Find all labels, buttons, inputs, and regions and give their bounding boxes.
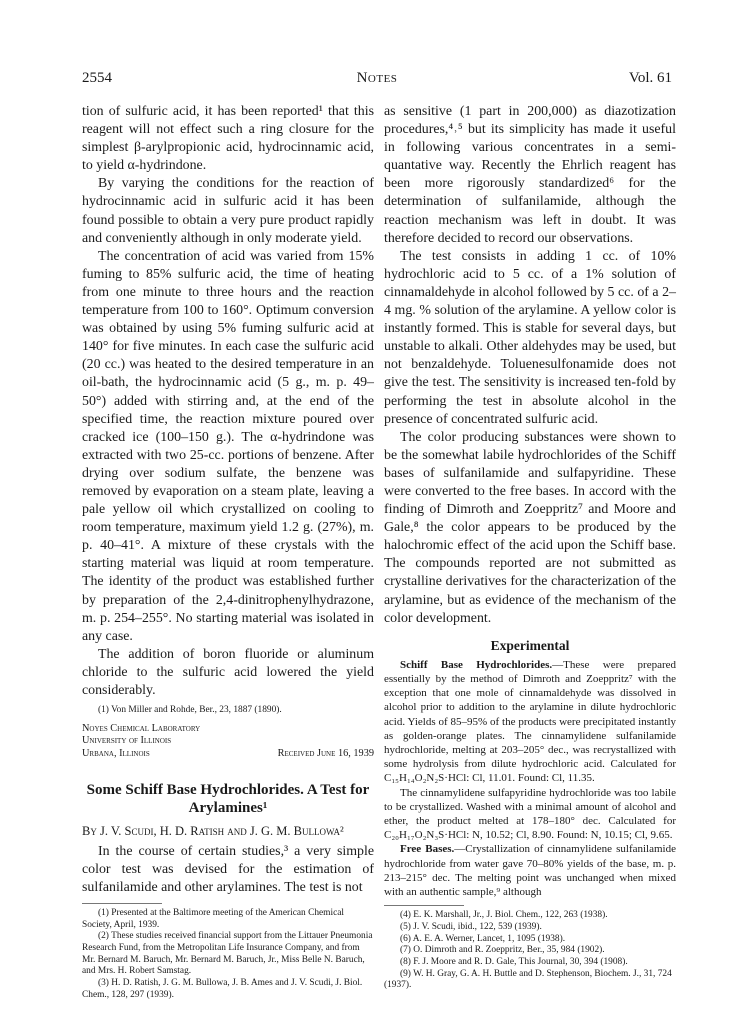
footnote: (2) These studies received financial support from the Littauer Pneumonia Research Fund, from the Metropolitan Life Insurance Company, and from Mr. Bernard M. Baruch, Mr. Bernard M. Baruch, Jr., Miss Belle N. Baruch, and Mrs. H. Robert Samstag. <box>82 931 373 977</box>
byline: By J. V. Scudi, H. D. Ratish and J. G. M. Bullowa² <box>82 823 344 838</box>
paragraph: The addition of boron fluoride or aluminum chloride to the sulfuric acid lowered the yield considerably. <box>82 646 374 698</box>
paragraph: The color producing substances were shown to be the somewhat labile hydrochlorides of the Schiff bases of sulfanilamide and sulfapyridine. These were converted to the free bases. In accord with the finding of Dimroth and Zoeppritz⁷ and Moore and Gale,⁸ the color appears to be produced by the halochromic effect of the acid upon the Schiff base. The compounds reported are not submitted as crystalline derivatives for the characterization of the arylamine, but as evidence of the mechanism of the color development. <box>384 429 676 626</box>
paragraph: The concentration of acid was varied from 15% fuming to 85% sulfuric acid, the time of heating from one minute to three hours and the reaction temperature from 100 to 160°. Optimum conversion was obtained by using 5% fuming sulfuric acid at 140° for five minutes. In each case the sulfuric acid (20 cc.) was heated to the desired temperature in an oil-bath, the hydrocinnamic acid (5 g., m. p. 49–50°) added with stirring and, at the end of the specified time, the reaction mixture poured over cracked ice (100–150 g.). The α-hydrindone was extracted with two 25-cc. portions of benzene. After drying over sodium sulfate, the benzene was removed by evaporation on a steam plate, leaving a pale yellow oil which crystallized on cooling to room temperature, maximum yield 1.2 g. (27%), m. p. 40–41°. A mixture of these crystals with the starting material was liquid at room temperature. The identity of the product was established further by preparation of the 2,4-dinitrophenylhydrazone, m. p. 254–255°. No starting material was isolated in any case. <box>82 248 374 644</box>
left-column <box>82 103 374 1001</box>
footnote: (7) O. Dimroth and R. Zoeppritz, Ber., 35, 984 (1902). <box>400 945 605 956</box>
footnotes <box>82 705 374 717</box>
footnote: (6) A. E. A. Werner, Lancet, 1, 1095 (1938). <box>400 933 566 944</box>
run-in-heading: Free Bases. <box>400 843 455 856</box>
footnote: (9) W. H. Gray, G. A. H. Buttle and D. Stephenson, Biochem. J., 31, 724 (1937). <box>384 968 672 991</box>
footnote-rule <box>82 903 162 904</box>
paragraph: By varying the conditions for the reaction of hydrocinnamic acid in sulfuric acid it has been found possible to obtain a very pure product rapidly and conveniently although in only moderate yield. <box>82 176 374 246</box>
author-address <box>82 723 374 761</box>
address-line: University of Illinois <box>82 735 172 747</box>
article-title: Some Schiff Base Hydrochlorides. A Test for Arylamines¹ <box>86 781 370 816</box>
paragraph: In the course of certain studies,³ a very simple color test was devised for the estimation of sulfanilamide and other arylamines. The test is not <box>82 843 374 895</box>
running-title: Notes <box>356 70 398 86</box>
footnote: (1) Von Miller and Rohde, Ber., 23, 1887 (1890). <box>98 705 282 716</box>
address-line: Urbana, Illinois <box>82 747 150 759</box>
paragraph: as sensitive (1 part in 200,000) as diazotization procedures,⁴˒⁵ but its simplicity has made it useful in following various concentrates in a semi-quantative way. Recently the Ehrlich reagent has been more rigorously standardized⁶ for the determination of sulfanilamide, although the reaction mechanism was left in doubt. It was therefore decided to record our observations. <box>384 104 676 246</box>
received-date: Received June 16, 1939 <box>277 747 374 759</box>
footnote: (3) H. D. Ratish, J. G. M. Bullowa, J. B. Ames and J. V. Scudi, J. Biol. Chem., 128, 297 (1939). <box>82 978 363 1000</box>
run-in-heading: Schiff Base Hydrochlorides. <box>400 658 553 671</box>
footnote: (1) Presented at the Baltimore meeting of the American Chemical Society, April, 1939. <box>82 907 345 930</box>
footnote: (8) F. J. Moore and R. D. Gale, This Journal, 30, 394 (1908). <box>400 956 628 967</box>
right-column <box>384 103 676 992</box>
page-header <box>82 70 672 90</box>
footnotes <box>82 903 374 1002</box>
paragraph: The test consists in adding 1 cc. of 10% hydrochloric acid to 5 cc. of a 1% solution of cinnamaldehyde in alcohol followed by 5 cc. of a 2–4 mg. % solution of the arylamine. A yellow color is instantly formed. This is stable for several days, but unstable to alkali. Other aldehydes may be used, but not benzaldehyde. Toluenesulfonamide does not give the test. The sensitivity is increased ten-fold by performing the test in absolute alcohol in the presence of concentrated sulfuric acid. <box>384 248 676 427</box>
paragraph: Schiff Base Hydrochlorides.—These were prepared essentially by the method of Dimroth and Zoeppritz⁷ with the exception that one mole of cinnamaldehyde was dissolved in alcohol prior to addition to the arylamine in dilute hydrochloric acid. Yields of 85–95% of the products were precipitated instantly as golden-orange plates. The cinnamylidene sulfanilamide hydrochloride, melting at 203–205° dec., was recrystallized with some hydrolysis from dilute hydrochloric acid. Calculated for C₁₅H₁₄O₂N₂S·HCl: Cl, 11.01. Found: Cl, 11.35. <box>384 658 676 785</box>
paragraph: The cinnamylidene sulfapyridine hydrochloride was too labile to be crystallized. Washed with a minimal amount of alcohol and ether, the product melted at 178–180° dec. Calculated for C₂₀H₁₇O₂N₃S·HCl: N, 10.52; Cl, 8.90. Found: N, 10.15; Cl, 9.65. <box>384 786 676 842</box>
page-number: 2554 <box>82 70 112 86</box>
section-heading: Experimental <box>490 637 570 653</box>
footnote: (5) J. V. Scudi, ibid., 122, 539 (1939). <box>400 921 542 932</box>
volume-label: Vol. 61 <box>628 70 672 86</box>
paragraph: Free Bases.—Crystallization of cinnamylidene sulfanilamide hydrochloride from water gave 70–80% yields of the base, m. p. 213–215° dec. The melting point was unchanged when mixed with an authentic sample,⁹ although <box>384 843 676 898</box>
address-line: Noyes Chemical Laboratory <box>82 722 201 734</box>
paragraph: tion of sulfuric acid, it has been reported¹ that this reagent will not effect such a ring closure for the simplest β-arylpropionic acid, hydrocinnamic acid, to yield α-hydrindone. <box>82 104 374 174</box>
footnotes <box>384 905 676 992</box>
footnote-rule <box>384 905 464 906</box>
footnote: (4) E. K. Marshall, Jr., J. Biol. Chem., 122, 263 (1938). <box>400 910 608 921</box>
